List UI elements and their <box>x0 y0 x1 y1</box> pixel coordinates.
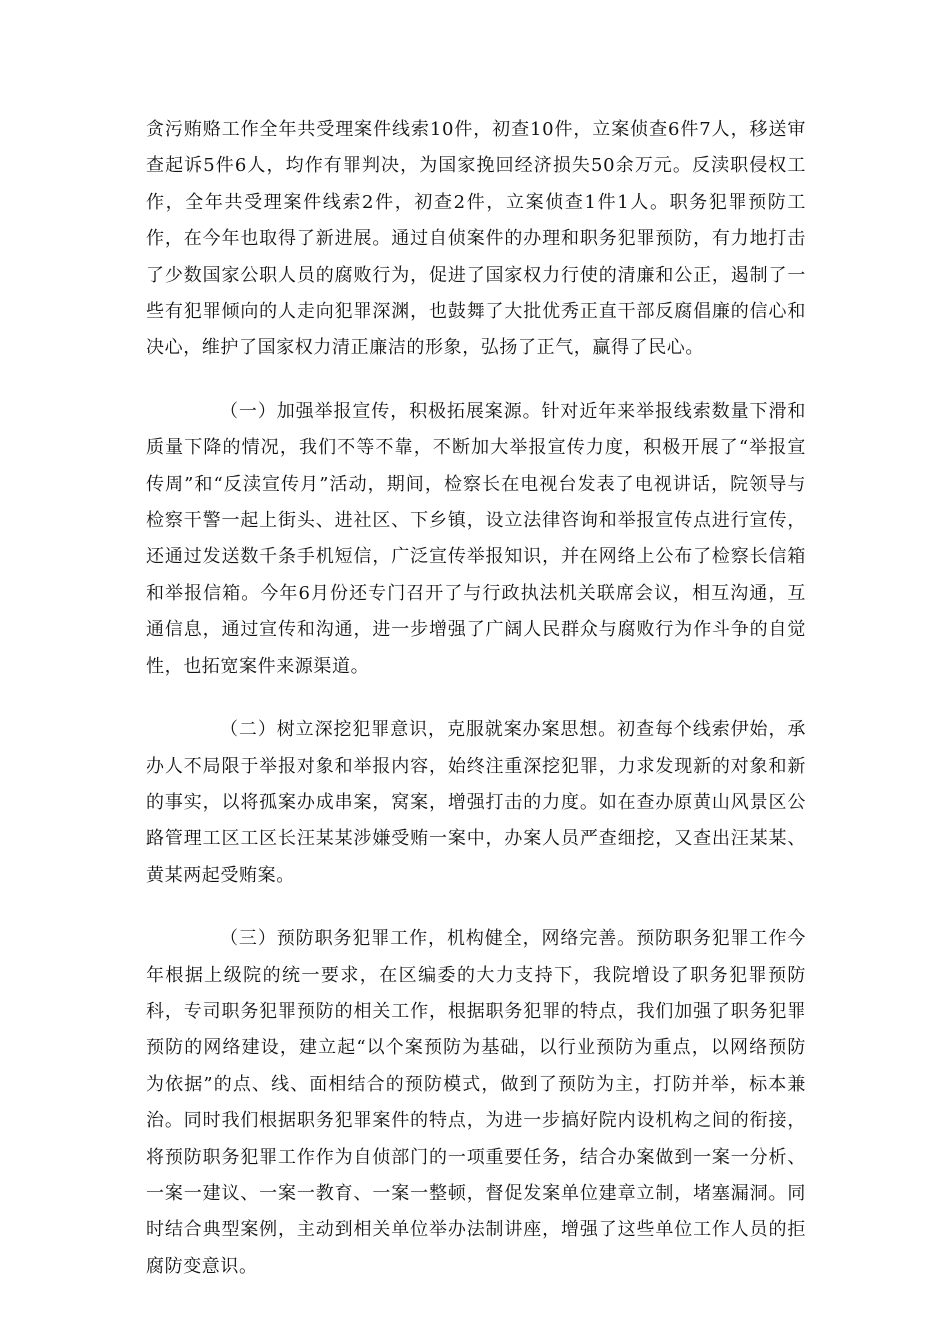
paragraph-deep-investigation: （二）树立深挖犯罪意识，克服就案办案思想。初查每个线索伊始，承办人不局限于举报对象和举报内容，始终注重深挖犯罪，力求发现新的对象和新的事实，以将孤案办成串案，窝案，增强打击的力度。如在查办原黄山风景区公路管理工区工区长汪某某涉嫌受贿一案中，办案人员严查细挖，又查出汪某某、黄某两起受贿案。 <box>146 719 806 886</box>
paragraph-report-publicity: （一）加强举报宣传，积极拓展案源。针对近年来举报线索数量下滑和质量下降的情况，我们不等不靠，不断加大举报宣传力度，积极开展了“举报宣传周”和“反渎宣传月”活动，期间，检察长在电视台发表了电视讲话，院领导与检察干警一起上街头、进社区、下乡镇，设立法律咨询和举报宣传点进行宣传，还通过发送数千条手机短信，广泛宣传举报知识，并在网络上公布了检察长信箱和举报信箱。今年6月份还专门召开了与行政执法机关联席会议，相互沟通，互通信息，通过宣传和沟通，进一步增强了广阔人民群众与腐败行为作斗争的自觉性，也拓宽案件来源渠道。 <box>146 400 806 677</box>
paragraph-crime-prevention: （三）预防职务犯罪工作，机构健全，网络完善。预防职务犯罪工作今年根据上级院的统一要求，在区编委的大力支持下，我院增设了职务犯罪预防科，专司职务犯罪预防的相关工作，根据职务犯罪的特点，我们加强了职务犯罪预防的网络建设，建立起“以个案预防为基础，以行业预防为重点，以网络预防为依据”的点、线、面相结合的预防模式，做到了预防为主，打防并举，标本兼治。同时我们根据职务犯罪案件的特点，为进一步搞好院内设机构之间的衔接，将预防职务犯罪工作作为自侦部门的一项重要任务，结合办案做到一案一分析、一案一建议、一案一教育、一案一整顿，督促发案单位建章立制，堵塞漏洞。同时结合典型案例，主动到相关单位举办法制讲座，增强了这些单位工作人员的拒腐防变意识。 <box>146 928 806 1277</box>
document-page <box>146 112 806 1285</box>
paragraph-case-statistics: 贪污贿赂工作全年共受理案件线索10件，初查10件，立案侦查6件7人，移送审查起诉5件6人，均作有罪判决，为国家挽回经济损失50余万元。反渎职侵权工作，全年共受理案件线索2件，初查2件，立案侦查1件1人。职务犯罪预防工作，在今年也取得了新进展。通过自侦案件的办理和职务犯罪预防，有力地打击了少数国家公职人员的腐败行为，促进了国家权力行使的清廉和公正，遏制了一些有犯罪倾向的人走向犯罪深渊，也鼓舞了大批优秀正直干部反腐倡廉的信心和决心，维护了国家权力清正廉洁的形象，弘扬了正气，赢得了民心。 <box>146 119 806 359</box>
